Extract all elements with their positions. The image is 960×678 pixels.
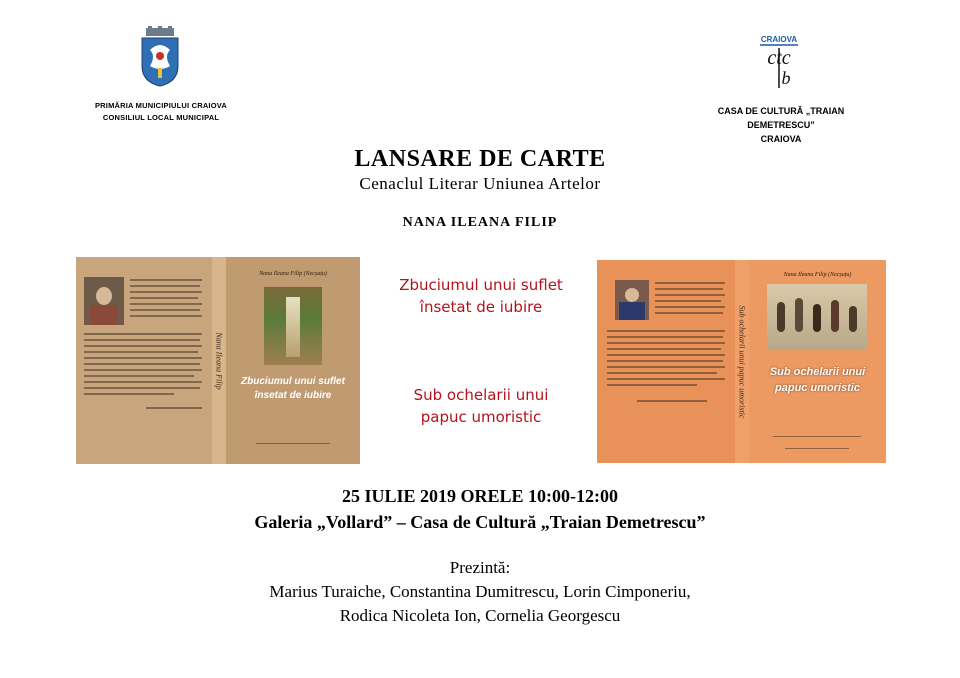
cover-image — [264, 287, 322, 365]
logo-caption: CRAIOVA — [760, 35, 798, 44]
institution-right-line: CRAIOVA — [760, 134, 802, 144]
event-subtitle: Cenaclul Literar Uniunea Artelor — [359, 174, 601, 193]
presenters-list — [0, 580, 960, 628]
logo-letters: ctc — [767, 47, 791, 69]
institution-left-line: PRIMĂRIA MUNICIPIULUI CRAIOVA — [94, 101, 228, 110]
author-photo — [84, 277, 124, 325]
cover-title-line: Sub ochelarii unui — [769, 366, 866, 378]
book-title-line: papuc umoristic — [420, 408, 542, 426]
front-cover — [749, 260, 886, 463]
cover-title: Zbuciumul unui suflet însetat de iubire — [241, 376, 345, 401]
book-spine — [735, 260, 749, 463]
cover-author: Nana Ileana Filip (Necșuțu) — [259, 271, 327, 277]
book-cover-2 — [597, 260, 886, 463]
logo-letter-b: b — [781, 68, 791, 88]
presents-label: Prezintă: — [449, 558, 511, 577]
spine-text: Nana Ileana Filip — [214, 331, 224, 390]
craiova-coat-of-arms-icon — [138, 26, 182, 88]
book-cover-1 — [76, 257, 360, 464]
presenters-line: Marius Turaiche, Constantina Dumitrescu, Lorin Cimponeriu, — [269, 582, 691, 601]
cover-image — [767, 284, 867, 350]
event-title: LANSARE DE CARTE — [354, 146, 606, 172]
institution-right — [690, 104, 872, 146]
book-title-2 — [370, 384, 592, 428]
institution-left — [86, 100, 236, 124]
book-title-line: Sub ochelarii unui — [413, 386, 549, 404]
ctc-logo-icon — [756, 34, 802, 90]
cover-title — [749, 364, 886, 396]
back-cover — [76, 257, 212, 464]
event-venue: Galeria „Vollard” – Casa de Cultură „Traian Demetrescu” — [254, 512, 706, 532]
front-cover — [226, 257, 360, 464]
spine-text: Sub ochelarii unui papuc umoristic — [737, 305, 747, 418]
cover-author: Nana Ileana Filip (Necșuțu) — [783, 272, 852, 278]
back-cover — [597, 260, 735, 463]
book-title-1 — [370, 274, 592, 318]
event-author: NANA ILEANA FILIP — [402, 215, 558, 230]
book-title-line: Zbuciumul unui suflet — [399, 276, 563, 294]
author-photo — [615, 280, 649, 320]
book-title-line: însetat de iubire — [419, 298, 543, 316]
book-spine — [212, 257, 226, 464]
institution-right-line: DEMETRESCU” — [747, 120, 815, 130]
institution-left-line: CONSILIUL LOCAL MUNICIPAL — [102, 113, 220, 122]
institution-right-line: CASA DE CULTURĂ „TRAIAN — [717, 106, 845, 116]
cover-title-line: papuc umoristic — [775, 382, 860, 394]
event-date-time: 25 IULIE 2019 ORELE 10:00-12:00 — [341, 486, 619, 506]
presenters-line: Rodica Nicoleta Ion, Cornelia Georgescu — [339, 606, 621, 625]
